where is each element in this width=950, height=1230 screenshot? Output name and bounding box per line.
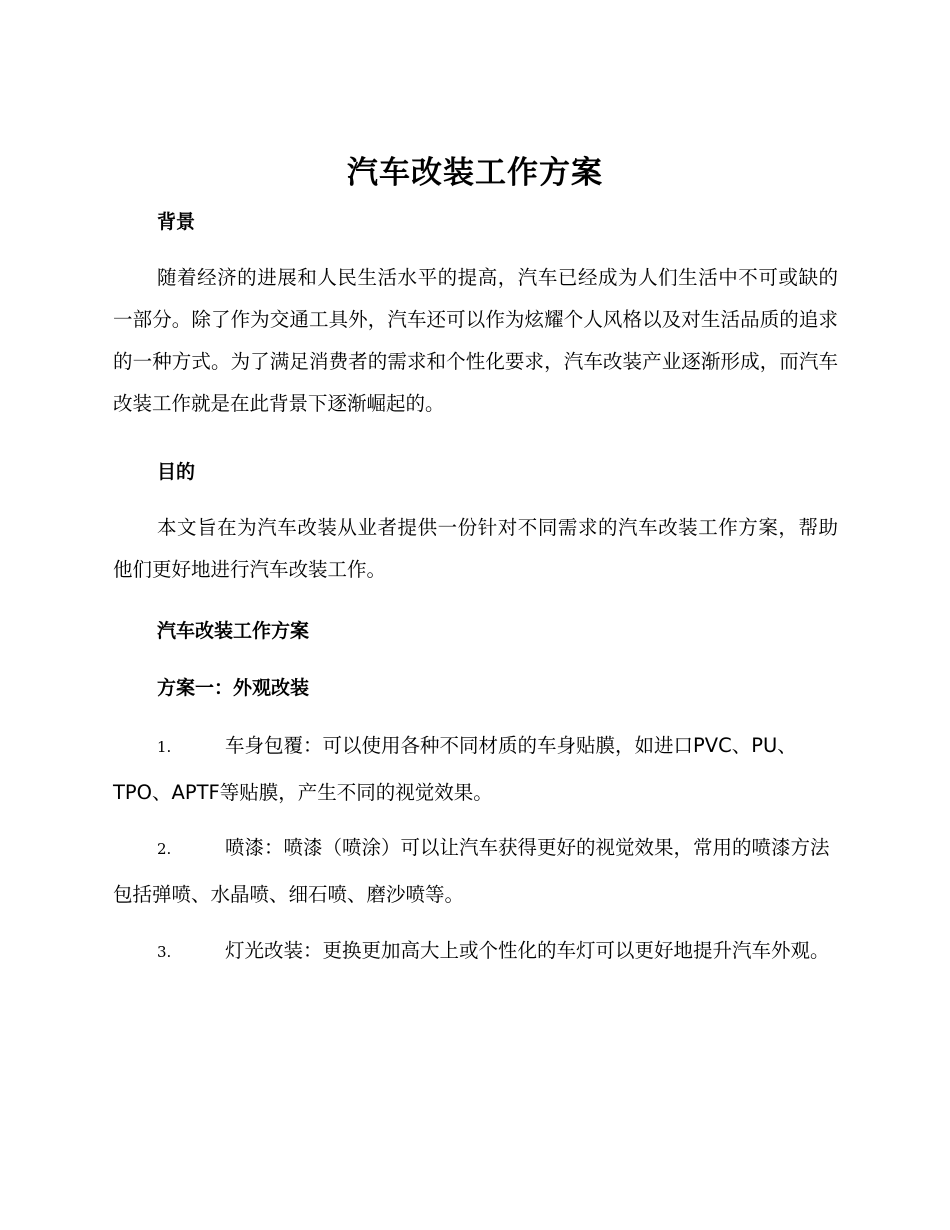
list-item-text: 喷漆：喷漆（喷涂）可以让汽车获得更好的视觉效果，常用的喷漆方法包括弹喷、水晶喷、细石喷、磨沙喷等。 [113, 836, 830, 906]
list-item-number: 1. [157, 738, 172, 756]
section-heading-background: 背景 [157, 211, 196, 233]
list-item [113, 723, 838, 815]
list-item [113, 825, 838, 917]
paragraph-background: 随着经济的进展和人民生活水平的提高，汽车已经成为人们生活中不可或缺的一部分。除了作为交通工具外，汽车还可以作为炫耀个人风格以及对生活品质的追求的一种方式。为了满足消费者的需求和个性化要求，汽车改装产业逐渐形成，而汽车改装工作就是在此背景下逐渐崛起的。 [113, 266, 838, 415]
list-item-number: 2. [157, 840, 172, 858]
list-item-text: 车身包覆：可以使用各种不同材质的车身贴膜，如进口PVC、PU、TPO、APTF等贴膜，产生不同的视觉效果。 [113, 734, 797, 804]
paragraph-purpose: 本文旨在为汽车改装从业者提供一份针对不同需求的汽车改装工作方案，帮助他们更好地进行汽车改装工作。 [113, 516, 838, 581]
subheading-plan-one: 方案一：外观改装 [157, 677, 310, 699]
section-heading-purpose: 目的 [157, 461, 196, 483]
section-heading-plan: 汽车改装工作方案 [157, 620, 310, 642]
list-item-text: 灯光改装：更换更加高大上或个性化的车灯可以更好地提升汽车外观。 [225, 939, 830, 962]
list-item [113, 928, 838, 975]
document-title: 汽车改装工作方案 [347, 155, 603, 191]
list-item-number: 3. [157, 943, 172, 961]
